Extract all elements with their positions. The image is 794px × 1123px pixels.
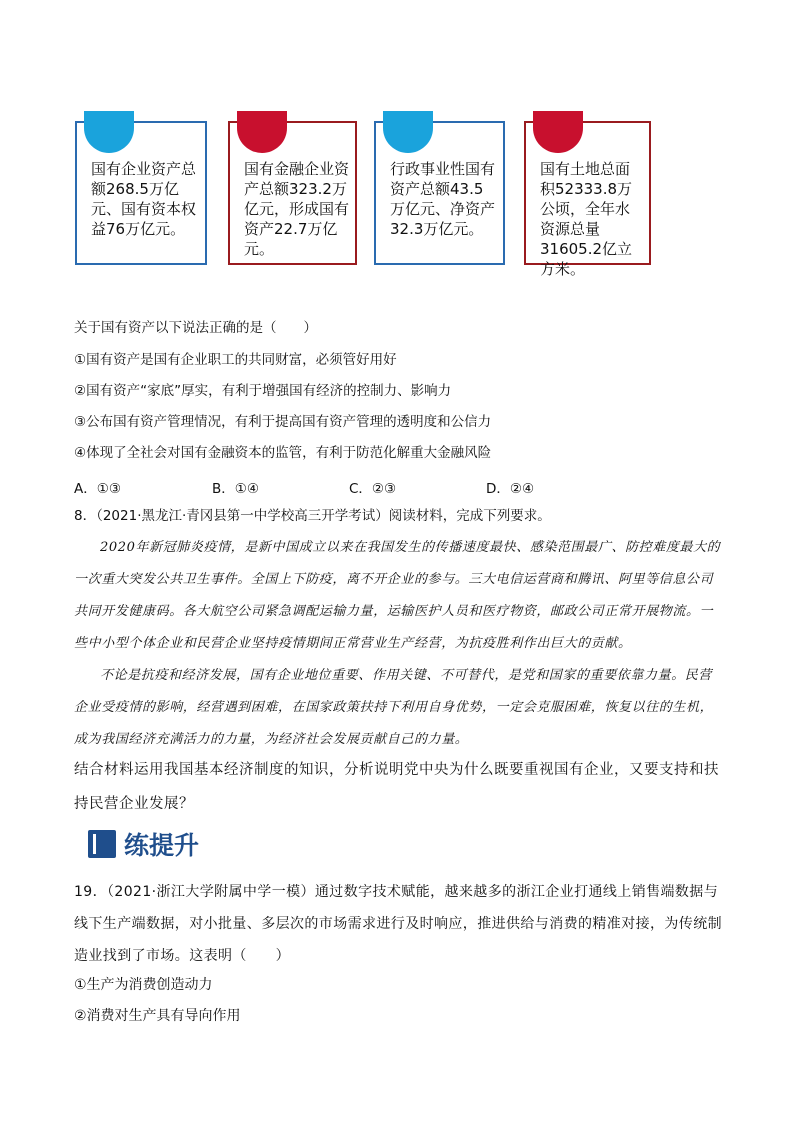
answer-option: B．①④ <box>212 481 259 497</box>
card-text: 国有金融企业资产总额323.2万亿元，形成国有资产22.7万亿元。 <box>244 160 350 258</box>
info-card <box>228 121 357 265</box>
question-stem: 8．（2021·黑龙江·青冈县第一中学校高三开学考试）阅读材料，完成下列要求。 <box>74 508 551 524</box>
info-card <box>374 121 505 265</box>
question-item: ③公布国有资产管理情况，有利于提高国有资产管理的透明度和公信力 <box>74 414 492 430</box>
card-tab-icon <box>383 111 433 153</box>
question-item: ④体现了全社会对国有金融资本的监管，有利于防范化解重大金融风险 <box>74 445 492 461</box>
question-stem: 关于国有资产以下说法正确的是（ ） <box>74 320 317 336</box>
card-tab-icon <box>237 111 287 153</box>
section-heading <box>88 826 199 862</box>
question-item: ②国有资产“家底”厚实，有利于增强国有经济的控制力、影响力 <box>74 383 452 399</box>
card-text: 国有企业资产总额268.5万亿元、国有资本权益76万亿元。 <box>91 160 197 238</box>
question-stem: 19．（2021·浙江大学附属中学一模）通过数字技术赋能，越来越多的浙江企业打通线上销售端数据与线下生产端数据，对小批量、多层次的市场需求进行及时响应，推进供给与消费的精准对接，为传统制造业找到了市场。这表明（ ） <box>74 884 722 964</box>
answer-option: D．②④ <box>486 481 535 497</box>
card-text: 国有土地总面积52333.8万公顷，全年水资源总量31605.2亿立方米。 <box>540 160 633 278</box>
section-title: 练提升 <box>124 831 200 860</box>
question-item: ①生产为消费创造动力 <box>74 977 213 993</box>
question-item: ①国有资产是国有企业职工的共同财富，必须管好用好 <box>74 352 397 368</box>
info-card <box>524 121 651 278</box>
info-card <box>75 121 207 265</box>
material-paragraph: 2020年新冠肺炎疫情，是新中国成立以来在我国发生的传播速度最快、感染范围最广、防控难度最大的一次重大突发公共卫生事件。全国上下防疫，离不开企业的参与。三大电信运营商和腾讯、阿里等信息公司共同开发健康码。各大航空公司紧急调配运输力量，运输医护人员和医疗物资，邮政公司正常开展物流。一些中小型个体企业和民营企业坚持疫情期间正常营业生产经营，为抗疫胜利作出巨大的贡献。 <box>74 540 721 651</box>
question-prompt: 结合材料运用我国基本经济制度的知识，分析说明党中央为什么既要重视国有企业，又要支持和扶持民营企业发展？ <box>74 762 719 812</box>
book-icon <box>88 830 116 858</box>
answer-option: A．①③ <box>74 481 121 497</box>
card-tab-icon <box>84 111 134 153</box>
card-tab-icon <box>533 111 583 153</box>
material-paragraph: 不论是抗疫和经济发展，国有企业地位重要、作用关键、不可替代，是党和国家的重要依靠力量。民营企业受疫情的影响，经营遇到困难，在国家政策扶持下利用自身优势，一定会克服困难，恢复以往的生机，成为我国经济充满活力的力量，为经济社会发展贡献自己的力量。 <box>74 668 714 747</box>
card-text: 行政事业性国有资产总额43.5万亿元、净资产32.3万亿元。 <box>390 160 496 238</box>
question-item: ②消费对生产具有导向作用 <box>74 1008 241 1024</box>
answer-option: C．②③ <box>349 481 397 497</box>
